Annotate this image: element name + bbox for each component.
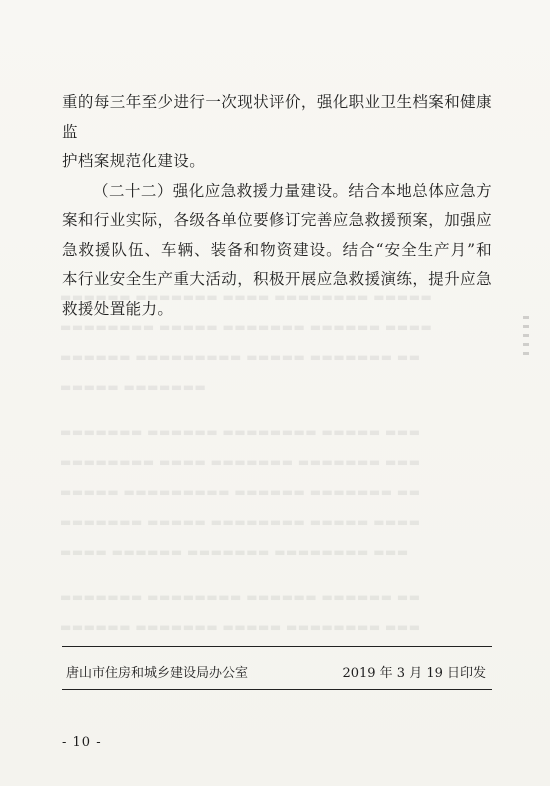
paragraph-22: （二十二）强化应急救援力量建设。结合本地总体应急方案和行业实际，各级各单位要修订完善应急救援预案，加强应急救援队伍、车辆、装备和物资建设。结合“安全生产月”和本行业安全生产重大活动，积极开展应急救援演练，提升应急救援处置能力。 — [62, 181, 492, 318]
footer-date: 2019 年 3 月 19 日印发 — [342, 666, 486, 681]
body-line-1: 重的每三年至少进行一次现状评价，强化职业卫生档案和健康监 — [62, 93, 492, 141]
paragraph-continued — [62, 88, 492, 177]
page-number: - 10 - — [62, 735, 102, 750]
body-line-2: 护档案规范化建设。 — [62, 152, 206, 170]
footer-issuer: 唐山市住房和城乡建设局办公室 — [66, 666, 249, 681]
footer-rule-top — [62, 646, 492, 647]
footer-rule-bottom — [62, 689, 492, 690]
footer — [66, 662, 486, 681]
bleed-through-texture: ▬▬▬▬▬▬ ▬▬▬▬▬▬▬ ▬▬▬▬ ▬▬▬▬▬▬▬▬ ▬▬▬▬▬ ▬▬▬▬▬▬▬▬ ▬▬▬▬▬ ▬▬▬▬▬▬▬ ▬▬▬▬▬▬ ▬▬▬▬ ▬▬▬▬▬▬ ▬▬▬▬▬▬▬▬▬ ▬▬▬▬▬ ▬▬▬▬▬▬▬ ▬▬ ▬▬▬▬▬ ▬▬▬▬▬▬▬ ▬▬▬▬▬▬▬ ▬▬▬▬▬▬ ▬▬▬▬▬▬▬▬ ▬▬▬▬▬ ▬▬▬ ▬▬▬▬▬▬▬▬ ▬▬▬▬ ▬▬▬▬▬▬▬ ▬▬▬▬▬▬▬ ▬▬▬ ▬▬▬▬▬ ▬▬▬▬▬▬▬▬▬ ▬▬▬▬▬▬ ▬▬▬▬▬▬▬ ▬▬ ▬▬▬▬▬▬▬ ▬▬▬▬▬ ▬▬▬▬▬▬▬▬ ▬▬▬▬▬ ▬▬▬▬ ▬▬▬▬ ▬▬▬▬▬▬ ▬▬▬▬▬▬▬ ▬▬▬▬▬▬▬▬ ▬▬▬ ▬▬▬▬▬▬▬ ▬▬▬▬▬▬▬▬ ▬▬▬▬▬▬ ▬▬▬▬▬▬ ▬▬ ▬▬▬▬▬▬ ▬▬▬▬▬▬▬ ▬▬▬▬▬ ▬▬▬▬▬▬▬▬ ▬▬▬ — [60, 290, 433, 634]
body-text — [62, 88, 492, 324]
binding-holes — [523, 316, 529, 356]
